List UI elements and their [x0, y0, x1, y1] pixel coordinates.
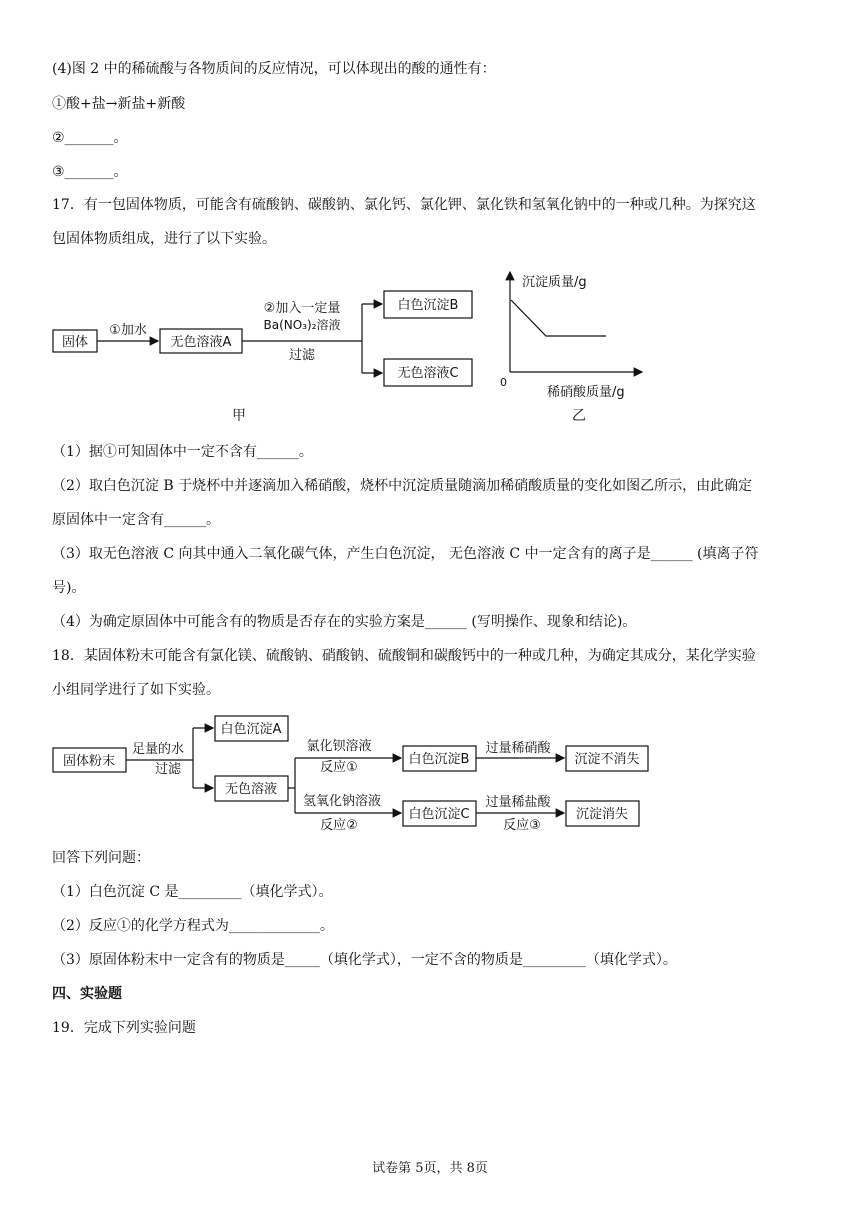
- q17-graph: [500, 272, 642, 424]
- q17-graph-curve: [511, 300, 606, 336]
- q17-graph-origin: 0: [500, 376, 507, 389]
- q18-hno3-label: 过量稀硝酸: [485, 741, 551, 756]
- q16-item2: ②_______。: [52, 130, 128, 146]
- q17-part1: （1）据①可知固体中一定不含有______。: [52, 444, 313, 460]
- q17-precip-b-label: 白色沉淀B: [397, 298, 459, 313]
- q18-precip-b-label: 白色沉淀B: [408, 752, 470, 767]
- q18-water-label: 足量的水: [131, 742, 185, 757]
- q17-part3-line1: （3）取无色溶液 C 向其中通入二氧化碳气体，产生白色沉淀， 无色溶液 C 中一定含有的离子是______ (填离子符: [52, 546, 759, 562]
- q18-reaction2-label: 反应②: [320, 818, 358, 833]
- q17-filter-label: 过滤: [288, 348, 316, 363]
- q18-bacl2-label: 氯化钡溶液: [306, 739, 372, 754]
- q18-hcl-label: 过量稀盐酸: [485, 795, 551, 810]
- q18-precip-a-label: 白色沉淀A: [220, 722, 282, 737]
- q17-figure: [0, 260, 860, 430]
- q18-powder-label: 固体粉末: [62, 754, 116, 769]
- q17-step2-label-2: Ba(NO₃)₂溶液: [263, 318, 341, 332]
- q18-stem-1: 18．某固体粉末可能含有氯化镁、硫酸钠、硝酸钠、硫酸铜和碳酸钙中的一种或几种，为确定其成分，某化学实验: [52, 648, 756, 664]
- q17-solid-label: 固体: [61, 335, 89, 350]
- q18-part2: （2）反应①的化学方程式为_____________。: [52, 918, 334, 934]
- q17-solution-c-label: 无色溶液C: [397, 366, 459, 381]
- q17-graph-ylabel: 沉淀质量/g: [522, 275, 587, 290]
- q16-item1: ①酸+盐→新盐+新酸: [52, 96, 186, 112]
- q17-caption-yi: 乙: [572, 408, 586, 424]
- q18-reaction3-label: 反应③: [503, 818, 541, 833]
- section-heading-experiment: 四、实验题: [52, 986, 122, 1002]
- q17-part4: （4）为确定原固体中可能含有的物质是否存在的实验方案是______ (写明操作、现象和结论)。: [52, 614, 637, 630]
- q16-item3: ③_______。: [52, 164, 128, 180]
- page-footer: 试卷第 5页，共 8页: [372, 1161, 488, 1176]
- q18-figure: [0, 705, 860, 840]
- q18-part1: （1）白色沉淀 C 是_________（填化学式）。: [52, 884, 333, 900]
- q17-caption-jia: 甲: [232, 408, 246, 424]
- q17-graph-xlabel: 稀硝酸质量/g: [547, 385, 625, 400]
- q17-stem-2: 包固体物质组成，进行了以下实验。: [52, 231, 276, 247]
- q18-precip-c-label: 白色沉淀C: [408, 807, 470, 822]
- q17-stem-1: 17．有一包固体物质，可能含有硫酸钠、碳酸钠、氯化钙、氯化钾、氯化铁和氢氧化钠中的一种或几种。为探究这: [52, 197, 756, 213]
- q17-step2-label-1: ②加入一定量: [263, 301, 341, 316]
- q18-dissolve-label: 沉淀消失: [575, 807, 629, 822]
- q18-stem-2: 小组同学进行了如下实验。: [52, 682, 220, 698]
- q18-naoh-label: 氢氧化钠溶液: [302, 794, 382, 809]
- q18-reaction1-label: 反应①: [320, 760, 358, 775]
- q17-part2-line1: （2）取白色沉淀 B 于烧杯中并逐滴加入稀硝酸，烧杯中沉淀质量随滴加稀硝酸质量的变化如图乙所示，由此确定: [52, 478, 753, 494]
- q17-step1-label: ①加水: [109, 323, 147, 338]
- q18-no-dissolve-label: 沉淀不消失: [574, 752, 640, 767]
- q18-filter-label: 过滤: [154, 762, 182, 777]
- q18-part3: （3）原固体粉末中一定含有的物质是_____（填化学式），一定不含的物质是_________（填化学式）。: [52, 952, 677, 968]
- q16-line4: (4)图 2 中的稀硫酸与各物质间的反应情况，可以体现出的酸的通性有：: [52, 61, 496, 77]
- q17-part2-line2: 原固体中一定含有______。: [52, 512, 220, 528]
- q17-solution-a-label: 无色溶液A: [170, 335, 232, 350]
- q18-solution-label: 无色溶液: [224, 782, 278, 797]
- q19-stem: 19．完成下列实验问题: [52, 1020, 196, 1036]
- q18-answer-prompt: 回答下列问题：: [52, 850, 150, 866]
- q17-part3-line2: 号)。: [52, 580, 86, 596]
